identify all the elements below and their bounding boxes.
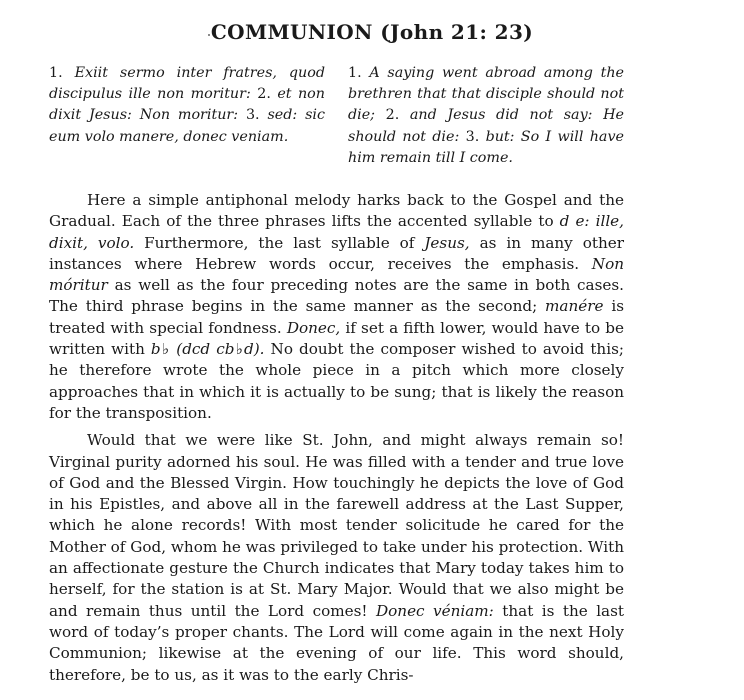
verse-number: 2. [385, 107, 400, 124]
latin-verse-2: et non dixit Jesus: Non moritur: [49, 86, 325, 124]
text-run: if set a fifth lower, would have to be written with [49, 318, 624, 359]
text-run: that is the last word of today’s proper chants. The Lord will come again in the next Holy Communion; likewise at the evening of our life. This word should, therefore, be to us, as it was to the early Chris- [49, 601, 625, 684]
text-run-italic: d e: ille, dixit, volo. [49, 212, 624, 252]
commentary-paragraph-2 [49, 430, 624, 686]
commentary-paragraph-1 [49, 190, 624, 424]
verse-number: 1. [49, 65, 63, 81]
verse-number: 3. [245, 107, 260, 124]
text-run-italic: b♭ (dcd cb♭d). [150, 340, 265, 359]
text-run: Would that we were like St. John, and might always remain so! Virginal purity adorned his soul. He was filled with a tender and true love of God and the Blessed Virgin. How touchingly he depicts the love of God in his Epistles, and above all in the farewell address at the Last Supper, which he alone records! With most tender solicitude he cared for the Mother of God, whom he was privileged to take under his protection. With an affectionate gesture the Church indicates that Mary today takes him to herself, for the station is at St. Mary Major. Would that we also might be and remain thus until the Lord comes! [49, 431, 624, 620]
english-verse-1: A saying went abroad among the brethren that that disciple should not die; [348, 65, 625, 124]
title-reference: (John 21: 23) [380, 20, 534, 44]
commentary-body [49, 190, 624, 686]
page-title [0, 20, 744, 44]
verse-number: 3. [465, 128, 480, 145]
text-run-italic: Non móritur [49, 254, 624, 295]
text-run-italic: Jesus, [424, 233, 470, 252]
text-run: as in many other instances where Hebrew words occur, receives the emphasis. [49, 233, 624, 273]
latin-text-column [49, 63, 325, 148]
verse-number: 2. [257, 86, 271, 103]
text-run: is treated with special fondness. [49, 297, 624, 337]
text-run: as well as the four preceding notes are the same in both cases. The third phrase begins in the same manner as the second; [49, 276, 624, 316]
text-run-italic: manére [545, 297, 604, 316]
english-verse-2: and Jesus did not say: He should not die: [348, 107, 624, 145]
text-run-italic: Donec, [286, 318, 341, 337]
text-run: Here a simple antiphonal melody harks back to the Gospel and the Gradual. Each of the three phrases lifts the accented syllable to [49, 191, 624, 231]
text-run-italic: Donec véniam: [375, 601, 494, 620]
verse-number: 1. [348, 65, 362, 81]
text-run: No doubt the composer wished to avoid this; he therefore wrote the whole piece in a pitch which more closely approaches that in which it is actually to be sung; that is likely the reason for the transposition. [49, 340, 624, 422]
english-text-column [348, 63, 624, 169]
title-main: COMMUNION [210, 20, 373, 44]
latin-verse-3: sed: sic eum volo manere, donec veniam. [49, 107, 325, 145]
latin-verse-1: Exiit sermo inter fratres, quod discipulus ille non moritur: [49, 65, 325, 103]
english-verse-3: but: So I will have him remain till I come. [348, 128, 624, 166]
text-run: Furthermore, the last syllable of [134, 233, 425, 252]
